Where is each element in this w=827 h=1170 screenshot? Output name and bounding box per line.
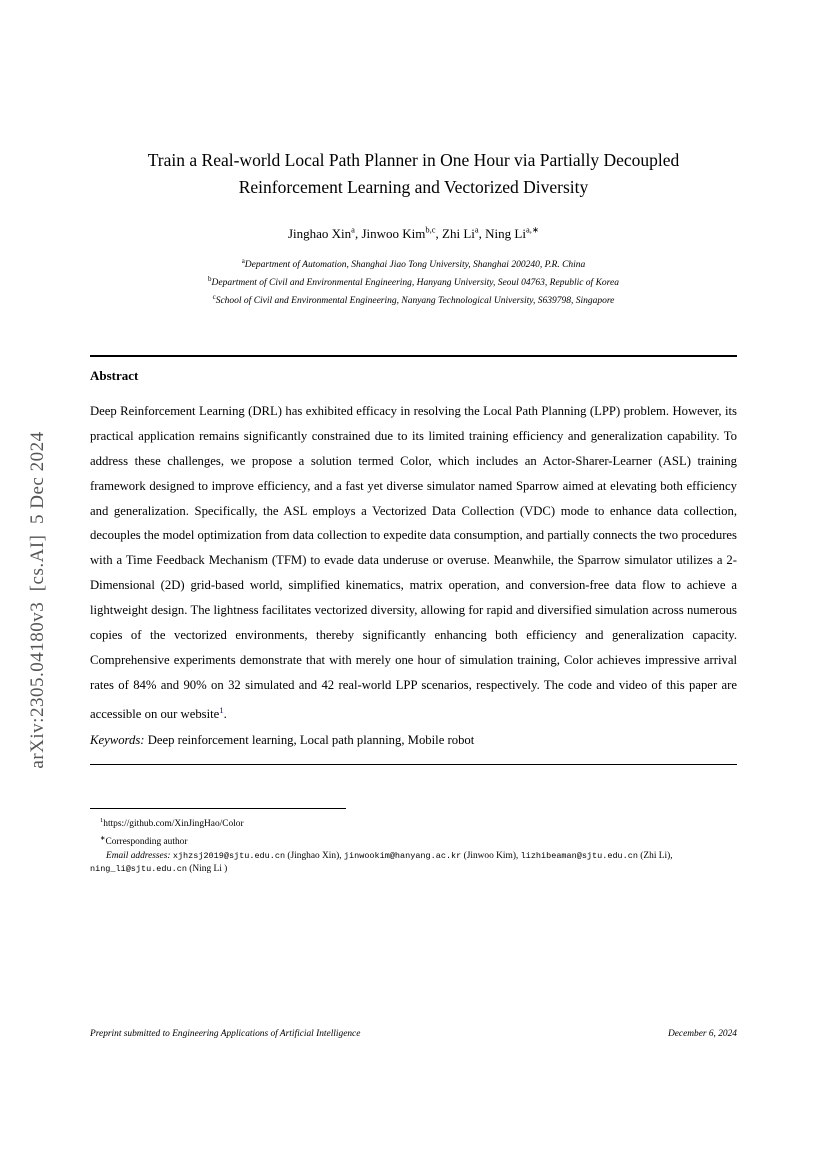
page-footer: [90, 1029, 737, 1039]
author: Jinghao Xin$^a$,: [287, 225, 362, 242]
author: Ning $Li^{a,∗}$: [485, 225, 540, 242]
author-affil-mark: a,∗: [525, 225, 540, 235]
corresponding-mark: ∗: [100, 835, 106, 843]
author-affil-mark: a: [351, 225, 355, 235]
author-affil-mark: a: [474, 225, 479, 235]
paper-content: [90, 0, 737, 877]
arxiv-watermark: arXiv:2305.04180v3 [cs.AI] 5 Dec 2024: [27, 431, 48, 769]
abstract-heading: Abstract: [90, 367, 139, 383]
email-label: Email addresses:: [106, 850, 171, 861]
footer-date: December 6, 2024: [668, 1029, 737, 1039]
author-affil-mark: b,c: [425, 225, 436, 235]
author-list: [90, 225, 737, 242]
paper-title: Train a Real-world Local Path Planner in One Hour via Partially Decoupled Reinforcement Learning and Vectorized Diversity: [147, 150, 680, 197]
keywords-text: Deep reinforcement learning, Local path planning, Mobile robot: [144, 732, 475, 747]
footer-journal-note: Preprint submitted to Engineering Applications of Artificial Intelligence: [90, 1029, 361, 1039]
keywords-label: Keywords:: [90, 732, 145, 747]
affiliation-list: [90, 255, 737, 308]
email-address: lizhibeaman@sjtu.edu.cn: [520, 850, 638, 861]
author: Zhi Li$^a$,: [442, 225, 486, 242]
corresponding-author-line: ∗Corresponding author: [100, 835, 188, 848]
email-address: ning_li@sjtu.edu.cn: [90, 864, 187, 875]
footnote-mark: 1: [100, 817, 104, 825]
abstract-body: Deep Reinforcement Learning (DRL) has exhibited efficacy in resolving the Local Path Planning (LPP) problem. However, its practical application remains significantly constrained due to its limited training efficiency and generalization capability. To address these challenges, we propose a solution termed Color, which includes an Actor-Sharer-Learner (ASL) training framework designed to improve efficiency, and a fast yet diverse simulator named Sparrow aimed at elevating both efficiency and generalization. Specifically, the ASL employs a Vectorized Data Collection (VDC) mode to enhance data collection, decouples the model optimization from data collection to expedite data consumption, and partially connects the two procedures with a Time Feedback Mechanism (TFM) to evade data underuse or overuse. Meanwhile, the Sparrow simulator utilizes a 2-Dimensional (2D) grid-based world, simplified kinematics, matrix operation, and conversion-free data flow to achieve a lightweight design. The lightness facilitates vectorized diversity, allowing for rapid and diversified simulation across numerous copies of the vectorized environments, thereby significantly enhancing both efficiency and generalization capacity. Comprehensive experiments demonstrate that with merely one hour of simulation training, Color achieves impressive arrival rates of 84% and 90% on 32 simulated and 42 real-world LPP scenarios, respectively. The code and video of this paper are accessible on our website$^1$.: [90, 403, 737, 721]
email-addresses-line: Email addresses: xjhzsj2019@sjtu.edu.cn (Jinghao Xin), jinwookim@hanyang.ac.kr (Jinwoo Kim), lizhibeaman@sjtu.edu.cn (Zhi Li), ning_li@sjtu.edu.cn (Ning Li ): [90, 850, 673, 875]
affiliation-line: $^c$School of Civil and Environmental Engineering, Nanyang Technological University, S639798, Singapore: [212, 292, 615, 306]
email-address: jinwookim@hanyang.ac.kr: [343, 850, 462, 861]
affiliation-line: $^a$Department of Automation, Shanghai Jiao Tong University, Shanghai 200240, P.R. China: [241, 257, 586, 271]
abstract-bottom-rule: [90, 764, 737, 766]
abstract-footnote-link[interactable]: 1: [219, 704, 224, 715]
email-address: xjhzsj2019@sjtu.edu.cn: [172, 850, 286, 861]
affiliation-line: $^b$Department of Civil and Environmental Engineering, Hanyang University, Seoul 04763, Republic of Korea: [208, 274, 619, 289]
footnote-url-line: [90, 814, 737, 832]
github-link[interactable]: https://github.com/XinJingHao/Color: [103, 819, 244, 830]
keywords-line: [90, 728, 737, 753]
author: Jinwoo Kim$^{b,c}$,: [361, 225, 443, 242]
footnotes: [90, 814, 737, 877]
footnote-rule: [90, 808, 346, 809]
abstract-top-rule: [90, 355, 737, 357]
